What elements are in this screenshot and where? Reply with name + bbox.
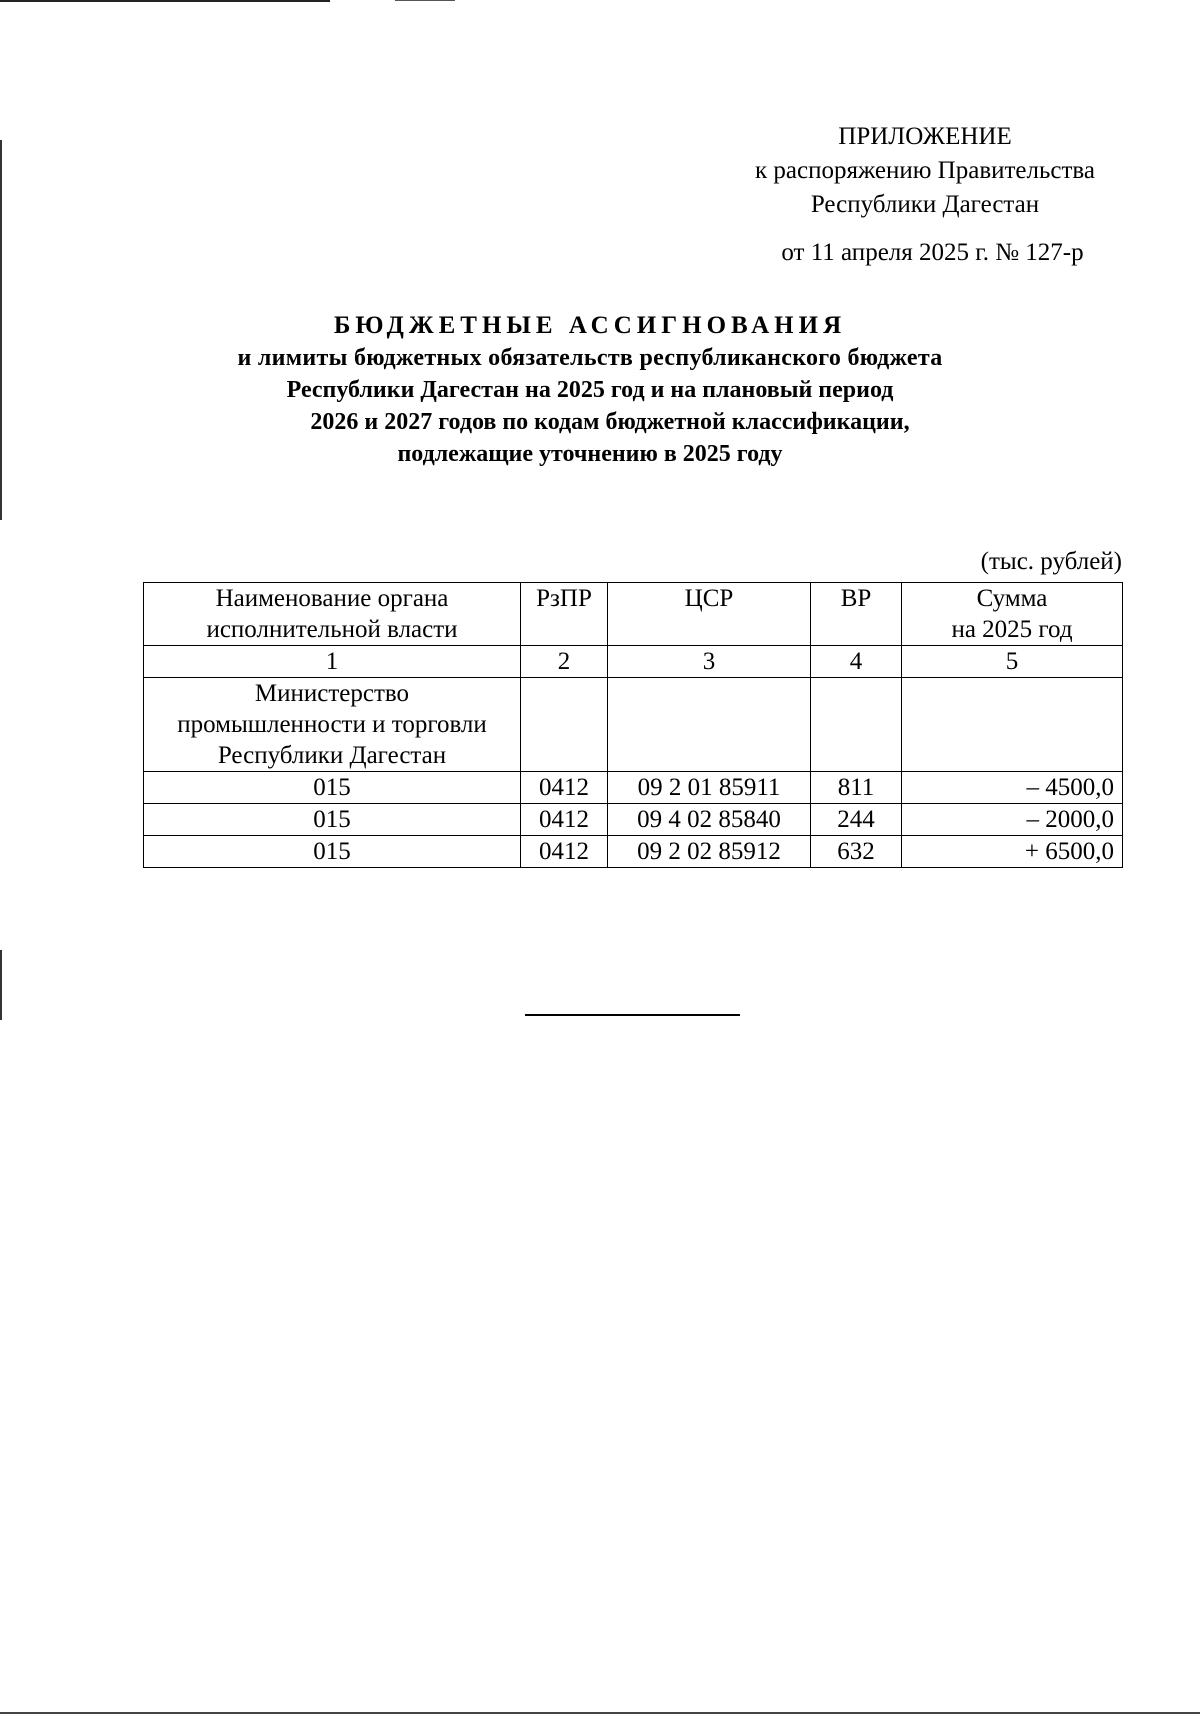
row-sum: + 6500,0 xyxy=(902,836,1123,868)
title-line-4: 2026 и 2027 годов по кодам бюджетной классификации, xyxy=(310,409,910,435)
row-code: 015 xyxy=(144,804,521,836)
empty-cell xyxy=(811,678,902,772)
scan-edge-left xyxy=(0,140,2,520)
annex-reference: к распоряжению Правительства xyxy=(754,157,1095,184)
col-number: 3 xyxy=(608,646,811,678)
row-csr: 09 2 01 85911 xyxy=(608,772,811,804)
empty-cell xyxy=(521,678,608,772)
row-code: 015 xyxy=(144,772,521,804)
table-header-row xyxy=(144,583,1123,646)
row-rzpr: 0412 xyxy=(521,804,608,836)
row-vr: 632 xyxy=(811,836,902,868)
header-sum-line2: на 2025 год xyxy=(951,616,1073,643)
allocations-table xyxy=(143,582,1123,868)
header-sum xyxy=(902,583,1123,646)
scan-edge-top-mark xyxy=(395,0,455,1)
row-code: 015 xyxy=(144,836,521,868)
table-row xyxy=(144,804,1123,836)
ministry-line2: промышленности и торговли xyxy=(177,711,487,738)
row-vr: 244 xyxy=(811,804,902,836)
ministry-name xyxy=(144,678,521,772)
ministry-row xyxy=(144,678,1123,772)
title-line-3: Республики Дагестан на 2025 год и на плановый период xyxy=(286,377,894,403)
col-number: 2 xyxy=(521,646,608,678)
header-name xyxy=(144,583,521,646)
annex-date: от 11 апреля 2025 г. № 127-р xyxy=(781,239,1084,266)
title-line-2: и лимиты бюджетных обязательств республиканского бюджета xyxy=(237,345,943,371)
empty-cell xyxy=(608,678,811,772)
ministry-line3: Республики Дагестан xyxy=(217,742,447,769)
header-sum-line1: Сумма xyxy=(976,585,1048,612)
row-vr: 811 xyxy=(811,772,902,804)
title-main: БЮДЖЕТНЫЕ АССИГНОВАНИЯ xyxy=(333,312,847,339)
col-number: 1 xyxy=(144,646,521,678)
row-sum: – 4500,0 xyxy=(902,772,1123,804)
table-row xyxy=(144,772,1123,804)
row-sum: – 2000,0 xyxy=(902,804,1123,836)
row-csr: 09 2 02 85912 xyxy=(608,836,811,868)
header-vr: ВР xyxy=(811,583,902,646)
annex-label: ПРИЛОЖЕНИЕ xyxy=(838,123,1012,150)
table-row xyxy=(144,836,1123,868)
header-name-line1: Наименование органа xyxy=(215,585,449,612)
annex-region: Республики Дагестан xyxy=(810,191,1040,218)
end-separator-line xyxy=(525,1014,740,1016)
scan-edge-bottom xyxy=(0,1712,1200,1714)
column-number-row xyxy=(144,646,1123,678)
header-name-line2: исполнительной власти xyxy=(206,616,458,643)
empty-cell xyxy=(902,678,1123,772)
col-number: 4 xyxy=(811,646,902,678)
row-rzpr: 0412 xyxy=(521,772,608,804)
row-rzpr: 0412 xyxy=(521,836,608,868)
title-line-5: подлежащие уточнению в 2025 году xyxy=(397,441,783,467)
ministry-line1: Министерство xyxy=(254,680,410,707)
annex-block xyxy=(700,120,1150,270)
document-title xyxy=(150,310,1030,470)
units-label: (тыс. рублей) xyxy=(980,548,1122,575)
header-csr: ЦСР xyxy=(608,583,811,646)
scan-edge-top xyxy=(0,0,330,2)
header-rzpr: РзПР xyxy=(521,583,608,646)
row-csr: 09 4 02 85840 xyxy=(608,804,811,836)
scan-edge-left-mark xyxy=(0,950,2,1020)
col-number: 5 xyxy=(902,646,1123,678)
